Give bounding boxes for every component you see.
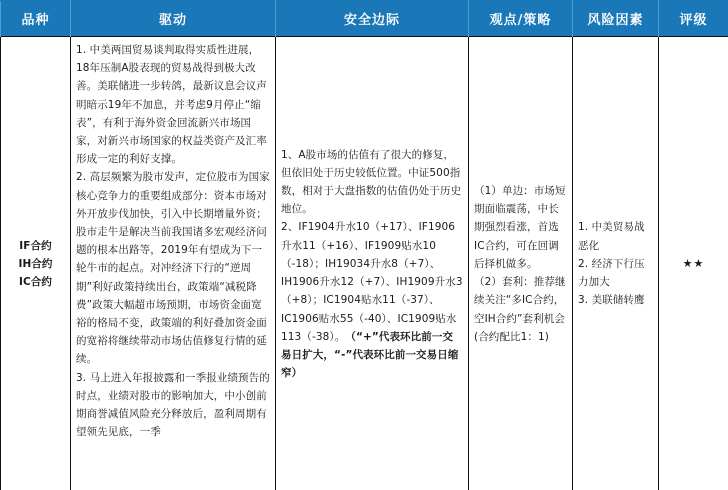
risk-item: 2. 经济下行压力加大: [578, 257, 645, 289]
safety-margin-cell: [276, 37, 469, 490]
rating-cell: [659, 37, 728, 490]
driver-paragraph: 2. 高层频繁为股市发声，定位股市为国家核心竞争力的重要组成部分：资本市场对外开放步伐加快，引入中长期增量外资；股市走牛是解决当前我国诸多宏观经济问题的根本出路等，2019年有望成为下一轮牛市的起点。对冲经济下行的“逆周期”利好政策持续出台，政策端“减税降费”政策大幅超市场预期，市场资金面宽裕的格局不变，政策端的利好叠加资金面的宽裕将继续带动市场估值修复行情的延续。: [76, 171, 270, 366]
header-view-strategy: 观点/策略: [469, 1, 573, 37]
table-row: [1, 37, 728, 490]
header-risk-factors: 风险因素: [573, 1, 659, 37]
safety-paragraph: 2、IF1904升水10（+17）、IF1906升水11（+16）、IF1909贴水10（-18）；IH19034升水8（+7）、IH1906升水12（+7）、IH1909升水3（+8）；IC1904贴水11（-37）、IC1906贴水55（-40）、IC1909贴水113（-38）。: [281, 221, 463, 343]
header-product: 品种: [1, 1, 71, 37]
header-row: [1, 1, 728, 37]
header-driver: 驱动: [71, 1, 276, 37]
header-safety-margin: 安全边际: [276, 1, 469, 37]
driver-paragraph: 3. 马上进入年报披露和一季报业绩预告的时点，业绩对股市的影响加大，中小创前期商誉减值风险充分释放后，盈利周期有望领先见底，一季: [76, 371, 270, 439]
driver-paragraph: 1. 中美两国贸易谈判取得实质性进展，18年压制A股表现的贸易战得到极大改善。美联储进一步转鸽，最新议息会议声明暗示19年不加息，并考虑9月停止“缩表”，有利于海外资金回流新兴市场国家，对新兴市场国家的权益类资产及汇率形成一定的利好支撑。: [76, 44, 267, 166]
view-paragraph: （2）套利：推荐继续关注“多IC合约，空IH合约”套利机会(合约配比1：1): [474, 276, 566, 343]
product-line: IH合约: [18, 257, 53, 270]
safety-note: （“+”代表环比前一交易日扩大，“-”代表环比前一交易日缩窄）: [281, 330, 459, 380]
risk-factors-cell: [573, 37, 659, 490]
safety-paragraph: 1、A股市场的估值有了很大的修复，但依旧处于历史较低位置。中证500指数，相对于大盘指数的估值仍处于历史地位。: [281, 148, 462, 216]
header-rating: 评级: [659, 1, 728, 37]
driver-cell: [71, 37, 276, 490]
view-paragraph: （1）单边：市场短期面临震荡，中长期强烈看涨，首选IC合约，可在回调后择机做多。: [474, 185, 566, 270]
product-line: IF合约: [19, 239, 52, 252]
risk-item: 3. 美联储转鹰: [578, 294, 645, 307]
risk-item: 1. 中美贸易战恶化: [578, 221, 645, 252]
rating-stars: ★★: [682, 256, 705, 270]
view-strategy-cell: [469, 37, 573, 490]
product-cell: [1, 37, 71, 490]
product-line: IC合约: [18, 276, 52, 289]
